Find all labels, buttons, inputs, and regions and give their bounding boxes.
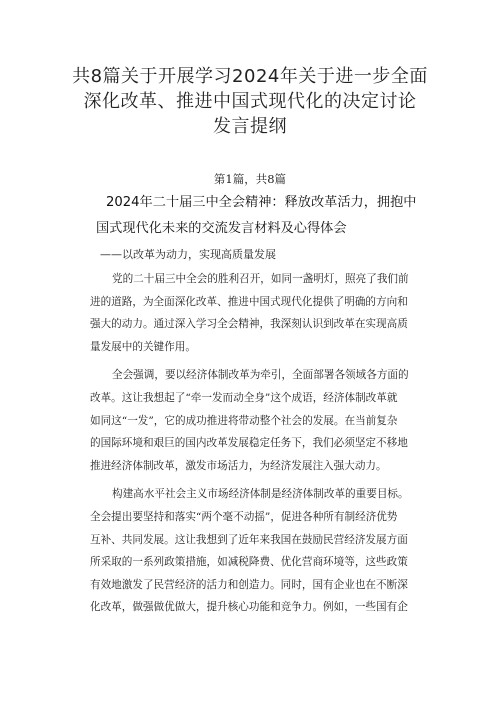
title-line: 深化改革、推进中国式现代化的决定讨论	[83, 91, 417, 112]
paragraph-line: 改革。这让我想起了“牵一发而动全身”这个成语，经济体制改革就	[90, 391, 398, 404]
paragraph-line: 全会强调，要以经济体制改革为牵引，全面部署各领域各方面的	[112, 369, 409, 382]
paragraph-line: 的国际环境和艰巨的国内改革发展稳定任务下，我们必须坚定不移地	[90, 437, 408, 450]
paragraph-line: 党的二十届三中全会的胜利召开，如同一盏明灯，照亮了我们前	[112, 273, 409, 285]
paragraph-line: 化改革，做强做优做大，提升核心功能和竞争力。例如，一些国有企	[90, 601, 408, 614]
title-line: 发言提纲	[213, 116, 287, 137]
paragraph-line: 如同这“一发”，它的成功推进将带动整个社会的发展。在当前复杂	[90, 414, 398, 427]
subtitle: ——以改革为动力，实现高质量发展	[100, 248, 276, 261]
paragraph-line: 推进经济体制改革，激发市场活力，为经济发展注入强大动力。	[90, 459, 387, 472]
paragraph-line: 构建高水平社会主义市场经济体制是经济体制改革的重要目标。	[112, 488, 409, 501]
paragraph-line: 所采取的一系列政策措施，如减税降费、优化营商环境等，这些政策	[90, 556, 408, 569]
paragraph-line: 有效地激发了民营经济的活力和创造力。同时，国有企业也在不断深	[90, 578, 408, 591]
paragraph-line: 强大的动力。通过深入学习全会精神，我深刻认识到改革在实现高质	[90, 318, 408, 331]
section-title	[64, 190, 464, 242]
section-title-line: 2024年二十届三中全会精神：释放改革活力，拥抱中	[106, 195, 417, 210]
body-text	[90, 268, 430, 619]
section-title-line: 国式现代化未来的交流发言材料及心得体会	[96, 221, 347, 236]
paragraph-line: 量发展中的关键作用。	[90, 340, 196, 353]
part-label: 第1篇，共8篇	[213, 172, 287, 186]
document-title	[40, 64, 460, 139]
paragraph-line: 互补、共同发展。这让我想到了近年来我国在鼓励民营经济发展方面	[90, 533, 408, 546]
title-line: 共8篇关于开展学习2024年关于进一步全面	[72, 66, 428, 87]
paragraph-line: 进的道路，为全面深化改革、推进中国式现代化提供了明确的方向和	[90, 295, 408, 308]
paragraph-line: 全会提出要坚持和落实“两个毫不动摇”，促进各种所有制经济优势	[90, 510, 398, 523]
